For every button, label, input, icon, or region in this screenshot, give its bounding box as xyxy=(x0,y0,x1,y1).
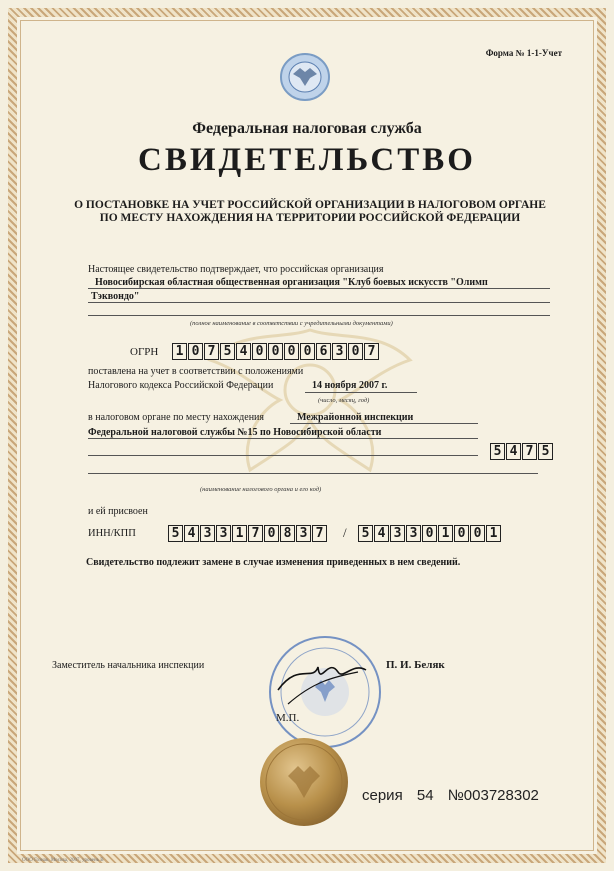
ogrn-digit: 0 xyxy=(348,343,363,360)
assigned-text: и ей присвоен xyxy=(88,506,148,517)
date-caption: (число, месяц, год) xyxy=(318,397,370,404)
ogrn-digit: 0 xyxy=(284,343,299,360)
org-name-line2: Тэквондо" xyxy=(91,291,140,302)
tax-office-text: в налоговом органе по месту нахождения xyxy=(88,412,265,423)
inn-kpp-separator: / xyxy=(343,525,347,540)
inn-digit: 7 xyxy=(312,525,327,542)
inn-boxes xyxy=(168,525,328,542)
inn-digit: 7 xyxy=(248,525,263,542)
inn-digit: 4 xyxy=(184,525,199,542)
kpp-digit: 0 xyxy=(454,525,469,542)
kpp-digit: 0 xyxy=(470,525,485,542)
replacement-notice: Свидетельство подлежит замене в случае изменения приведенных в нем сведений. xyxy=(86,557,461,568)
confirm-text: Настоящее свидетельство подтверждает, что российская организация xyxy=(88,264,384,275)
tax-office-line1: Межрайонной инспекции xyxy=(297,412,414,423)
tax-office-code-digit: 7 xyxy=(522,443,537,460)
ogrn-digit: 6 xyxy=(316,343,331,360)
tax-office-line2: Федеральной налоговой службы №15 по Новосибирской области xyxy=(88,427,382,438)
official-stamp-icon xyxy=(258,632,393,750)
document-title: СВИДЕТЕЛЬСТВО xyxy=(138,142,476,178)
org-name-caption: (полное наименование в соответствии с учредительными документами) xyxy=(190,320,393,327)
watermark-eagle-icon xyxy=(180,300,440,500)
form-number: Форма № 1-1-Учет xyxy=(485,48,562,58)
inn-kpp-label: ИНН/КПП xyxy=(88,528,136,539)
document-subtitle: О ПОСТАНОВКЕ НА УЧЕТ РОССИЙСКОЙ ОРГАНИЗАЦИИ В НАЛОГОВОМ ОРГАНЕ ПО МЕСТУ НАХОЖДЕНИЯ НА ТЕРРИТОРИИ РОССИЙСКОЙ ФЕДЕРАЦИИ xyxy=(74,199,546,224)
kpp-digit: 3 xyxy=(390,525,405,542)
inn-digit: 0 xyxy=(264,525,279,542)
ogrn-digit: 0 xyxy=(252,343,267,360)
ogrn-digit: 3 xyxy=(332,343,347,360)
printer-footer: ООО Гознак, Москва, 2007, уровень В xyxy=(22,858,104,863)
ogrn-digit: 0 xyxy=(300,343,315,360)
kpp-boxes xyxy=(358,525,502,542)
tax-code-text: Налогового кодекса Российской Федерации xyxy=(88,380,274,391)
ogrn-digit: 7 xyxy=(204,343,219,360)
inn-digit: 3 xyxy=(296,525,311,542)
signer-name: П. И. Беляк xyxy=(386,659,445,671)
tax-office-code-digit: 5 xyxy=(538,443,553,460)
ogrn-digit: 1 xyxy=(172,343,187,360)
inn-digit: 3 xyxy=(200,525,215,542)
ogrn-digit: 0 xyxy=(188,343,203,360)
tax-office-caption: (наименование налогового органа и его код) xyxy=(200,486,322,493)
series-label: серия xyxy=(362,787,403,804)
agency-name: Федеральная налоговая служба xyxy=(192,120,422,137)
signer-title: Заместитель начальника инспекции xyxy=(52,660,205,671)
kpp-digit: 1 xyxy=(486,525,501,542)
inn-digit: 1 xyxy=(232,525,247,542)
kpp-digit: 0 xyxy=(422,525,437,542)
tax-service-emblem-icon xyxy=(270,50,340,105)
tax-office-code-digit: 5 xyxy=(490,443,505,460)
org-name-line1: Новосибирская областная общественная организация "Клуб боевых искусств "Олимп xyxy=(95,277,488,288)
kpp-digit: 1 xyxy=(438,525,453,542)
ogrn-digit: 5 xyxy=(220,343,235,360)
tax-office-code-boxes xyxy=(490,443,554,460)
kpp-digit: 5 xyxy=(358,525,373,542)
series-number xyxy=(362,787,539,804)
certificate-number: №003728302 xyxy=(447,787,539,804)
tax-office-code-digit: 4 xyxy=(506,443,521,460)
ogrn-digit: 0 xyxy=(268,343,283,360)
stamp-place-label: М.П. xyxy=(276,712,300,724)
kpp-digit: 3 xyxy=(406,525,421,542)
inn-digit: 8 xyxy=(280,525,295,542)
ogrn-digit: 4 xyxy=(236,343,251,360)
kpp-digit: 4 xyxy=(374,525,389,542)
gold-seal-icon xyxy=(258,736,350,828)
registered-text: поставлена на учет в соответствии с положениями xyxy=(88,366,304,377)
inn-digit: 3 xyxy=(216,525,231,542)
inn-digit: 5 xyxy=(168,525,183,542)
ogrn-label: ОГРН xyxy=(130,346,159,358)
ogrn-digit: 7 xyxy=(364,343,379,360)
series-value: 54 xyxy=(416,787,434,804)
ogrn-boxes xyxy=(172,343,380,360)
registration-date: 14 ноября 2007 г. xyxy=(312,380,388,391)
